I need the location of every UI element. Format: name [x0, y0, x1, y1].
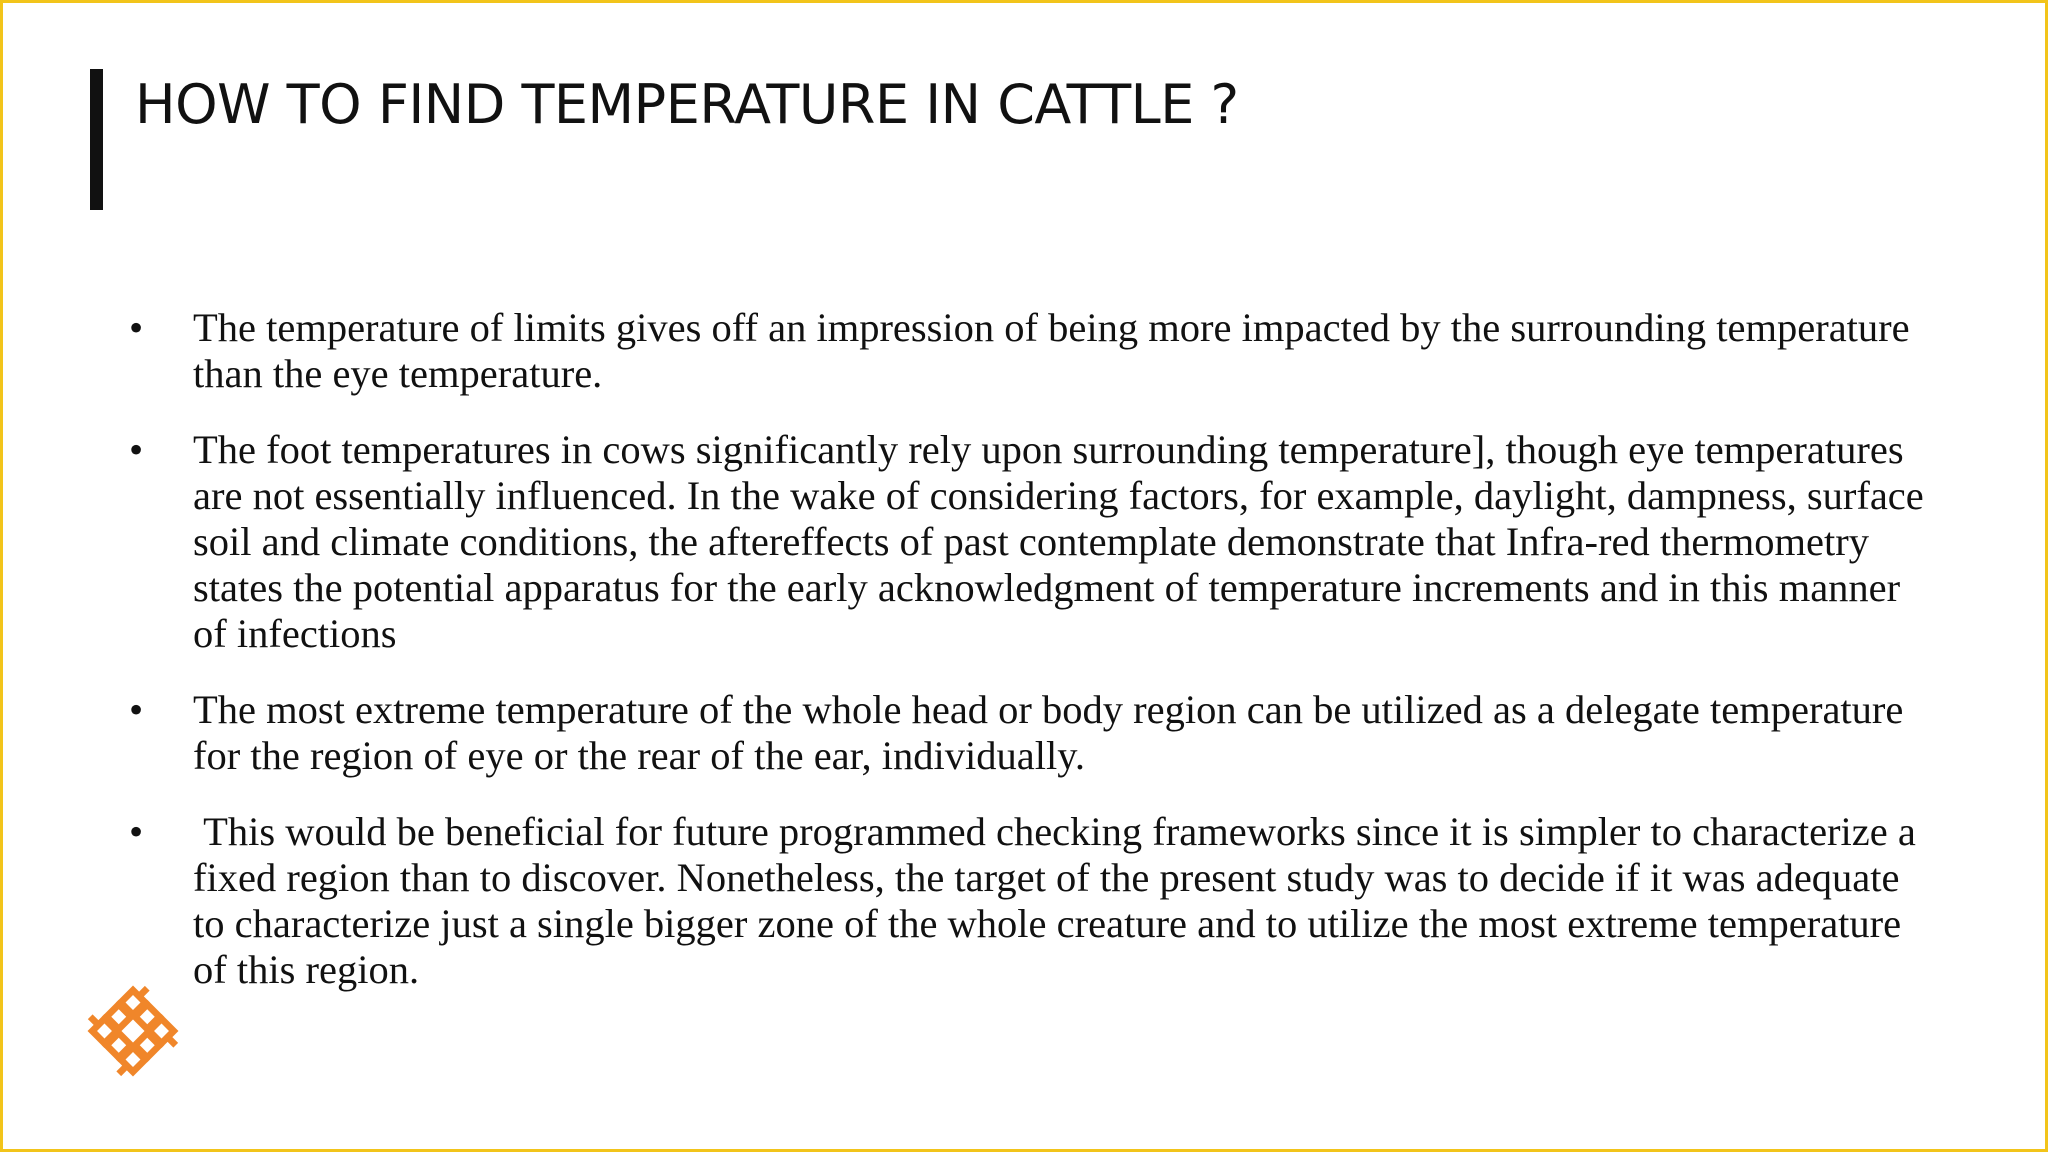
bullet-list: [129, 305, 1929, 1023]
endless-knot-icon: [85, 983, 181, 1079]
bullet-symbol: •: [129, 427, 144, 472]
bullet-symbol: •: [129, 687, 144, 732]
bullet-item: [129, 427, 1929, 657]
bullet-text: The most extreme temperature of the whole head or body region can be utilized as a delegate temperature for the region of eye or the rear of the ear, individually.: [193, 687, 1904, 778]
slide-title: HOW TO FIND TEMPERATURE IN CATTLE ?: [135, 73, 1239, 136]
bullet-item: [129, 687, 1929, 779]
bullet-symbol: •: [129, 809, 144, 854]
bullet-text: The foot temperatures in cows significantly rely upon surrounding temperature], though eye temperatures are not essentially influenced. In the wake of considering factors, for example, daylight, dampness, surface soil and climate conditions, the aftereffects of past contemplate demonstrate that Infra-red thermometry states the potential apparatus for the early acknowledgment of temperature increments and in this manner of infections: [193, 427, 1924, 656]
bullet-item: [129, 305, 1929, 397]
bullet-item: [129, 809, 1929, 993]
title-accent-bar: [90, 69, 103, 210]
bullet-text: The temperature of limits gives off an impression of being more impacted by the surrounding temperature than the eye temperature.: [193, 305, 1910, 396]
bullet-text: This would be beneficial for future programmed checking frameworks since it is simpler to characterize a fixed region than to discover. Nonetheless, the target of the present study was to decide if it was adequate to characterize just a single bigger zone of the whole creature and to utilize the most extreme temperature of this region.: [193, 809, 1926, 992]
bullet-symbol: •: [129, 305, 144, 350]
